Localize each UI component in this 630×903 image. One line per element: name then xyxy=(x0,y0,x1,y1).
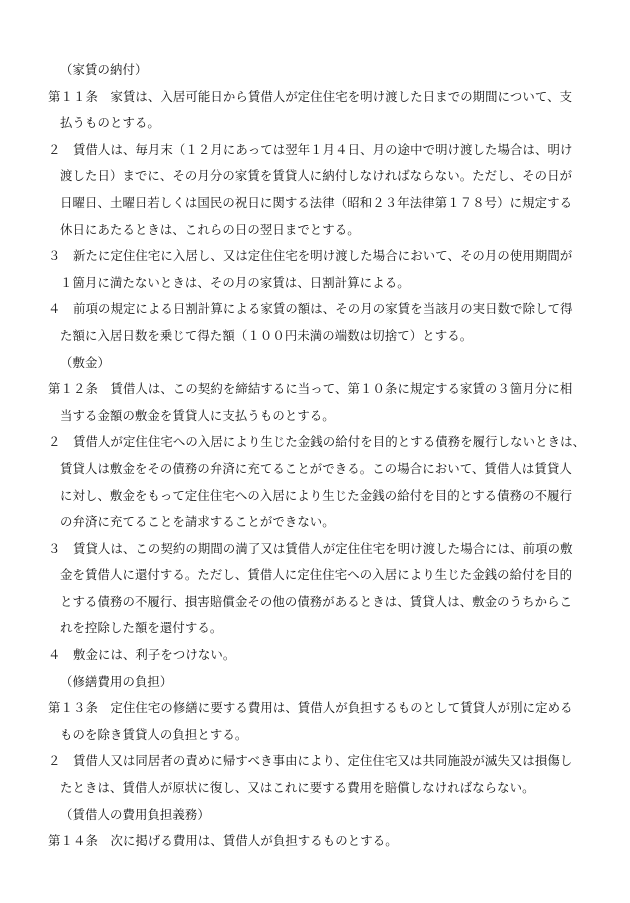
clause-line: 第１２条 賃借人は、この契約を締結するに当って、第１０条に規定する家賃の３箇月分に相 xyxy=(48,381,573,397)
clause-continuation-line: とする債務の不履行、損害賠償金その他の債務があるときは、賃貸人は、敷金のうちからこ xyxy=(60,593,573,609)
clause-continuation-line: ものを除き賃貸人の負担とする。 xyxy=(60,726,248,742)
clause-continuation-line: 当する金額の敷金を賃貸人に支払うものとする。 xyxy=(60,407,335,423)
clause-line: 第１３条 定住住宅の修繕に要する費用は、賃借人が負担するものとして賃貸人が別に定める xyxy=(48,700,573,716)
clause-line: ２ 賃借人は、毎月末（１２月にあっては翌年１月４日、月の途中で明け渡した場合は、明け xyxy=(48,141,573,157)
clause-continuation-line: 払うものとする。 xyxy=(60,115,160,131)
section-heading: （賃借人の費用負担義務） xyxy=(60,806,210,822)
clause-line: ４ 敷金には、利子をつけない。 xyxy=(48,647,236,663)
clause-line: ４ 前項の規定による日割計算による家賃の額は、その月の家賃を当該月の実日数で除して得 xyxy=(48,301,573,317)
clause-line: ２ 賃借人が定住住宅への入居により生じた金銭の給付を目的とする債務を履行しないときは、 xyxy=(48,434,586,450)
section-heading: （修繕費用の負担） xyxy=(60,673,173,689)
clause-continuation-line: の弁済に充てることを請求することができない。 xyxy=(60,514,335,530)
clause-continuation-line: １箇月に満たないときは、その月の家賃は、日割計算による。 xyxy=(60,274,410,290)
section-heading: （家賃の納付） xyxy=(60,62,148,77)
clause-line: 第１４条 次に掲げる費用は、賃借人が負担するものとする。 xyxy=(48,833,398,849)
clause-line: ３ 新たに定住住宅に入居し、又は定住住宅を明け渡した場合において、その月の使用期間が xyxy=(48,248,573,264)
clause-continuation-line: 渡した日）までに、その月分の家賃を賃貸人に納付しなければならない。ただし、その日が xyxy=(60,168,573,184)
clause-continuation-line: たときは、賃借人が原状に復し、又はこれに要する費用を賠償しなければならない。 xyxy=(60,780,535,796)
clause-continuation-line: た額に入居日数を乗じて得た額（１００円未満の端数は切捨て）とする。 xyxy=(60,327,473,343)
clause-line: ２ 賃借人又は同居者の責めに帰すべき事由により、定住住宅又は共同施設が滅失又は損傷し xyxy=(48,753,573,769)
section-heading: （敷金） xyxy=(60,354,110,370)
clause-continuation-line: 賃貸人は敷金をその債務の弁済に充てることができる。この場合において、賃借人は賃貸人 xyxy=(60,460,572,476)
clause-line: 第１１条 家賃は、入居可能日から賃借人が定住住宅を明け渡した日までの期間について、支 xyxy=(48,88,573,104)
contract-text-body xyxy=(48,57,608,855)
clause-line: ３ 賃貸人は、この契約の期間の満了又は賃借人が定住住宅を明け渡した場合には、前項の敷 xyxy=(48,540,573,556)
clause-continuation-line: に対し、敷金をもって定住住宅への入居により生じた金銭の給付を目的とする債務の不履行 xyxy=(60,487,573,503)
clause-continuation-line: れを控除した額を還付する。 xyxy=(60,620,223,636)
clause-continuation-line: 休日にあたるときは、これらの日の翌日までとする。 xyxy=(60,221,360,237)
clause-continuation-line: 日曜日、土曜日若しくは国民の祝日に関する法律（昭和２３年法律第１７８号）に規定する xyxy=(60,194,573,210)
clause-continuation-line: 金を賃借人に還付する。ただし、賃借人に定住住宅への入居により生じた金銭の給付を目的 xyxy=(60,567,573,583)
